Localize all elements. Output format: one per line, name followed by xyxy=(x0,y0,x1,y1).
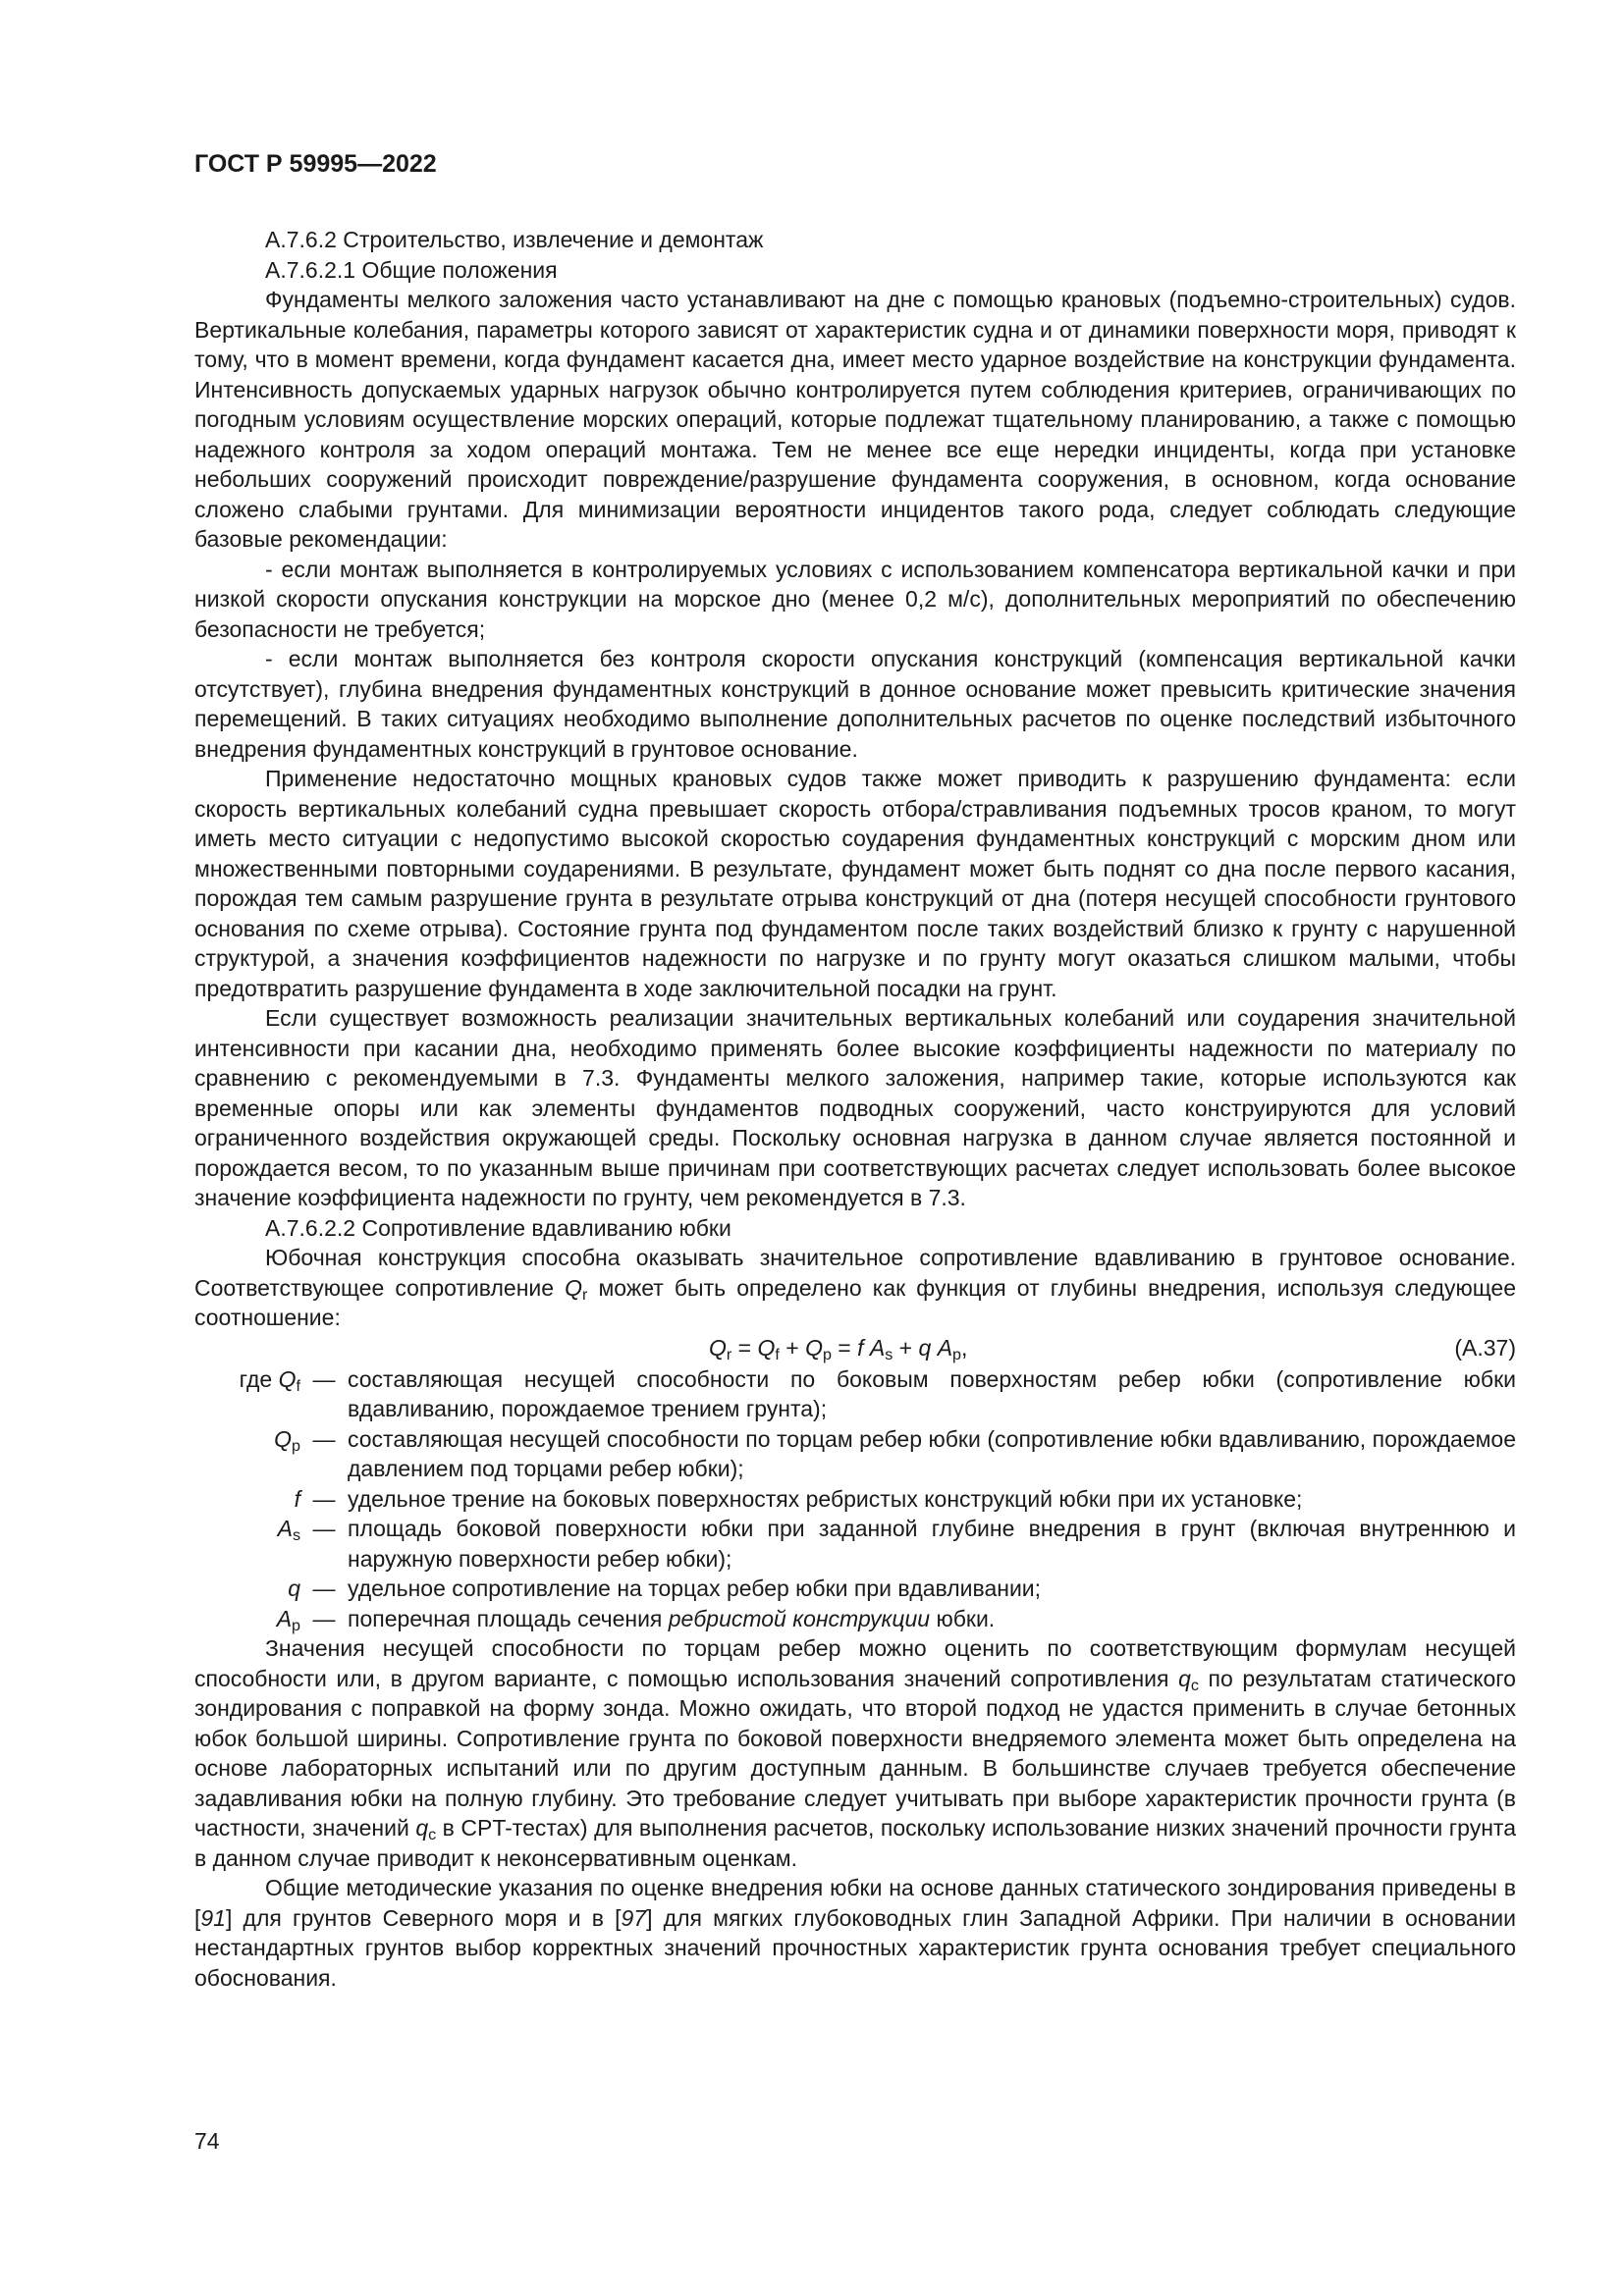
definition-item: где $Q_f$ — составляющая несущей способности по боковым поверхностям ребер юбки (сопротивление юбки вдавливанию, порождаемое трением грунта); xyxy=(239,1365,1516,1421)
definition-item: $A_p$ — поперечная площадь сечения ребристой конструкции юбки. xyxy=(276,1605,996,1634)
section-heading-a7-6-2-1: А.7.6.2.1 Общие положения xyxy=(265,256,558,283)
formula-number: (А.37) xyxy=(1454,1334,1516,1361)
definition-item: f — удельное трение на боковых поверхностях ребристых конструкций юбки при их установке; xyxy=(294,1485,1303,1512)
paragraph: Значения несущей способности по торцам ребер можно оценить по соответствующим формулам несущей способности или, в другом варианте, с помощью использования значений сопротивления $q_c$ по результатам статического зондирования с поправкой на форму зонда. Можно ожидать, что второй подход не удастся применить в случае бетонных юбок большой ширины. Сопротивление грунта по боковой поверхности внедряемого элемента может быть определена на основе лабораторных испытаний или по другим доступным данным. В большинстве случаев требуется обеспечение задавливания юбки на полную глубину. Это требование следует учитывать при выборе характеристик прочности грунта (в частности, значений $q_c$ в CPT-тестах) для выполнения расчетов, поскольку использование низких значений прочности грунта в данном случае приводит к неконсервативным оценкам. xyxy=(194,1635,1516,1871)
paragraph: Юбочная конструкция способна оказывать значительное сопротивление вдавливанию в грунтовое основание. Соответствующее сопротивление $Q_r$ может быть определено как функция от глубины внедрения, используя следующее соотношение: xyxy=(194,1245,1516,1330)
definition-item: $Q_p$ — составляющая несущей способности по торцам ребер юбки (сопротивление юбки вдавливанию, порождаемое давлением под торцами ребер юбки); xyxy=(274,1425,1516,1481)
paragraph: Если существует возможность реализации значительных вертикальных колебаний или соударения значительной интенсивности при касании дна, необходимо применять более высокие коэффициенты надежности по материалу по сравнению с рекомендуемыми в 7.3. Фундаменты мелкого заложения, например такие, которые используются как временные опоры или как элементы фундаментов подводных сооружений, часто конструируются для условий ограниченного воздействия окружающей среды. Поскольку основная нагрузка в данном случае является постоянной и порождается весом, то по указанным выше причинам при соответствующих расчетах следует использовать более высокое значение коэффициента надежности по грунту, чем рекомендуется в 7.3. xyxy=(194,1005,1516,1210)
section-heading-a7-6-2: А.7.6.2 Строительство, извлечение и демонтаж xyxy=(265,227,764,252)
formula-expression: $Q_r = Q_f + Q_p = f$ $A_s + q$ $A_p$, xyxy=(709,1334,968,1363)
document-header: ГОСТ Р 59995—2022 xyxy=(194,150,437,178)
reference-link: 97 xyxy=(621,1904,647,1931)
formula-a37 xyxy=(194,1333,1516,1364)
section-heading-a7-6-2-2: А.7.6.2.2 Сопротивление вдавливанию юбки xyxy=(265,1214,731,1241)
bullet-item: - если монтаж выполняется в контролируемых условиях с использованием компенсатора вертикальной качки и при низкой скорости опускания конструкции на морское дно (менее 0,2 м/с), дополнительных мероприятий по обеспечению безопасности не требуется; xyxy=(194,556,1516,642)
definition-item: q — удельное сопротивление на торцах ребер юбки при вдавливании; xyxy=(288,1575,1042,1601)
bullet-item: - если монтаж выполняется без контроля скорости опускания конструкций (компенсация вертикальной качки отсутствует), глубина внедрения фундаментных конструкций в донное основание может превысить критические значения перемещений. В таких ситуациях необходимо выполнение дополнительных расчетов по оценке последствий избыточного внедрения фундаментных конструкций в грунтовое основание. xyxy=(194,646,1516,762)
document-body xyxy=(194,225,1516,1993)
reference-link: 91 xyxy=(200,1904,226,1931)
definition-item: $A_s$ — площадь боковой поверхности юбки при заданной глубине внедрения в грунт (включая внутреннюю и наружную поверхности ребер юбки); xyxy=(277,1516,1516,1572)
paragraph: Фундаменты мелкого заложения часто устанавливают на дне с помощью крановых (подъемно-строительных) судов. Вертикальные колебания, параметры которого зависят от характеристик судна и от динамики поверхности моря, приводят к тому, что в момент времени, когда фундамент касается дна, имеет место ударное воздействие на конструкции фундамента. Интенсивность допускаемых ударных нагрузок обычно контролируется путем соблюдения критериев, ограничивающих по погодным условиям осуществление морских операций, которые подлежат тщательному планированию, а также с помощью надежного контроля за ходом операций монтажа. Тем не менее все еще нередки инциденты, когда при установке небольших сооружений происходит повреждение/разрушение фундамента сооружения, в основном, когда основание сложено слабыми грунтами. Для минимизации вероятности инцидентов такого рода, следует соблюдать следующие базовые рекомендации: xyxy=(194,287,1516,552)
paragraph: Применение недостаточно мощных крановых судов также может приводить к разрушению фундамента: если скорость вертикальных колебаний судна превышает скорость отбора/стравливания подъемных тросов краном, то могут иметь место ситуации с недопустимо высокой скоростью соударения фундаментных конструкций с морским дном или множественными повторными соударениями. В результате, фундамент может быть поднят со дна после первого касания, порождая тем самым разрушение грунта в результате отрыва конструкций от дна (потеря несущей способности грунтового основания по схеме отрыва). Состояние грунта под фундаментом после таких воздействий близко к грунту с нарушенной структурой, а значения коэффициентов надежности по нагрузке и по грунту могут оказаться слишком малыми, чтобы предотвратить разрушение фундамента в ходе заключительной посадки на грунт. xyxy=(194,766,1516,1001)
paragraph: Общие методические указания по оценке внедрения юбки на основе данных статического зондирования приведены в [91] для грунтов Северного моря и в [97] для мягких глубоководных глин Западной Африки. При наличии в основании нестандартных грунтов выбор корректных значений прочностных характеристик грунта основания требует специального обоснования. xyxy=(194,1875,1516,1991)
page-number: 74 xyxy=(194,2128,220,2154)
